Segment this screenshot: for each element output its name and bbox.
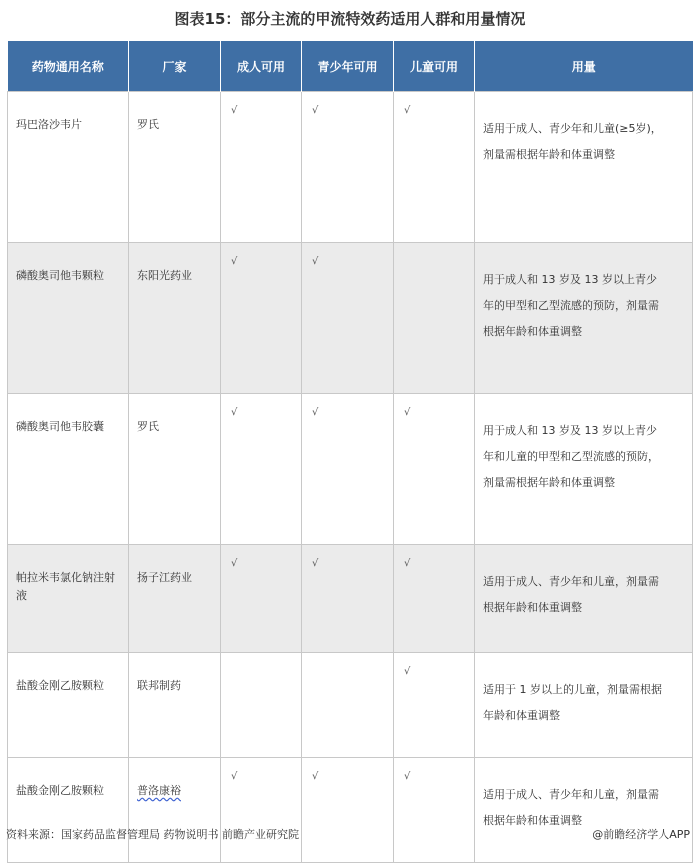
dosage-line: 用于成人和 13 岁及 13 岁以上青少 [483,273,657,286]
manufacturer-cell: 罗氏 [129,394,221,545]
child-check-cell: √ [394,92,475,243]
header-row [8,41,693,92]
adult-check-cell: √ [221,545,302,653]
drug-name-cell [8,243,129,394]
dosage-line: 适用于成人、青少年和儿童，剂量需 [483,788,659,801]
drug-name-cell: 磷酸奥司他韦胶囊 [8,394,129,545]
dosage-line: 年的甲型和乙型流感的预防，剂量需 [483,299,659,312]
adult-check-cell: √ [221,394,302,545]
dosage-line: 用于成人和 13 岁及 13 岁以上青少 [483,424,657,437]
dosage-line: 剂量需根据年龄和体重调整 [483,476,615,489]
teen-check-cell: √ [302,394,394,545]
dosage-line: 适用于 1 岁以上的儿童，剂量需根据 [483,683,662,696]
header-manufacturer: 厂家 [129,41,221,92]
dosage-line: 适用于成人、青少年和儿童，剂量需 [483,575,659,588]
dosage-cell [475,758,693,863]
manufacturer-cell: 联邦制药 [129,653,221,758]
brand-credit [592,826,690,842]
manufacturer-cell: 东阳光药业 [129,243,221,394]
page-title: 图表15：部分主流的甲流特效药适用人群和用量情况 [174,10,526,28]
adult-check-cell [221,653,302,758]
table-row [8,243,693,394]
drug-name-cell: 玛巴洛沙韦片 [8,92,129,243]
adult-check-cell: √ [221,92,302,243]
dosage-line: 根据年龄和体重调整 [483,814,582,827]
header-dosage: 用量 [475,41,693,92]
drug-table [7,41,693,863]
dosage-cell [475,394,693,545]
drug-name-cell: 帕拉米韦氯化钠注射液 [8,545,129,653]
manufacturer-cell: 扬子江药业 [129,545,221,653]
source-note: 资料来源：国家药品监督管理局 药物说明书 前瞻产业研究院 [6,828,299,841]
adult-check-cell: √ [221,758,302,863]
dosage-line: 根据年龄和体重调整 [483,601,582,614]
child-check-cell [394,243,475,394]
teen-check-cell: √ [302,758,394,863]
header-drug-name: 药物通用名称 [8,41,129,92]
adult-check-cell: √ [221,243,302,394]
teen-check-cell: √ [302,243,394,394]
teen-check-cell: √ [302,92,394,243]
dosage-cell [475,545,693,653]
header-teen: 青少年可用 [302,41,394,92]
brand-text: @前瞻经济学人APP [592,828,690,841]
manufacturer-cell: 罗氏 [129,92,221,243]
dosage-line: 年龄和体重调整 [483,709,560,722]
header-child: 儿童可用 [394,41,475,92]
teen-check-cell [302,653,394,758]
child-check-cell: √ [394,758,475,863]
dosage-line: 剂量需根据年龄和体重调整 [483,148,615,161]
dosage-line: 适用于成人、青少年和儿童(≥5岁)， [483,122,662,135]
drug-name-text: 磷酸奥司他韦颗粒 [16,269,104,282]
child-check-cell: √ [394,545,475,653]
table-row [8,394,693,545]
table-row [8,758,693,863]
dosage-cell [475,92,693,243]
manufacturer-cell [129,758,221,863]
child-check-cell: √ [394,394,475,545]
header-adult: 成人可用 [221,41,302,92]
dosage-line: 年和儿童的甲型和乙型流感的预防， [483,450,659,463]
drug-name-cell: 盐酸金刚乙胺颗粒 [8,758,129,863]
drug-name-cell: 盐酸金刚乙胺颗粒 [8,653,129,758]
dosage-cell [475,243,693,394]
teen-check-cell: √ [302,545,394,653]
table-row [8,545,693,653]
manufacturer-text: 普洛康裕 [137,784,181,797]
dosage-line: 根据年龄和体重调整 [483,325,582,338]
dosage-cell [475,653,693,758]
table-row [8,92,693,243]
child-check-cell: √ [394,653,475,758]
table-row [8,653,693,758]
